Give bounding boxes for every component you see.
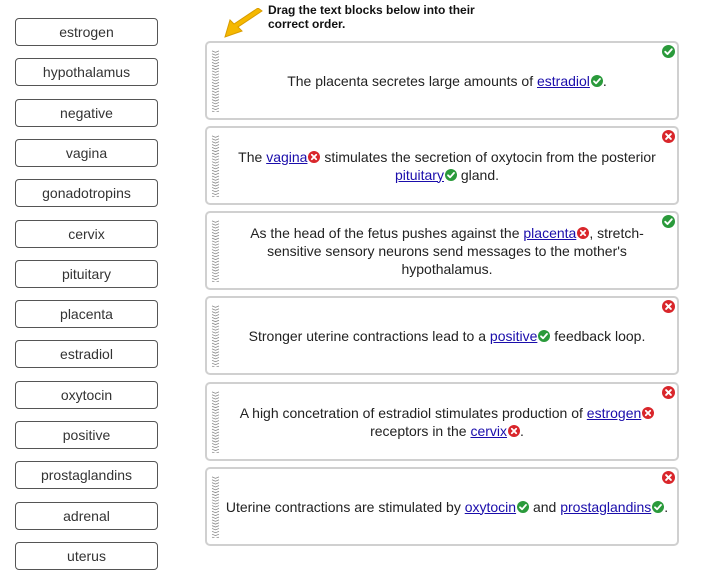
filled-blank[interactable]: estradiol — [537, 72, 590, 89]
filled-blank[interactable]: estrogen — [586, 404, 642, 421]
check-circle-icon — [652, 501, 664, 513]
word-bank-chip[interactable]: uterus — [15, 542, 158, 570]
sentence-card[interactable] — [205, 211, 679, 290]
x-circle-icon — [642, 407, 654, 419]
word-bank-chip[interactable]: positive — [15, 421, 158, 449]
drag-handle-icon[interactable] — [211, 134, 220, 197]
arrow-icon — [222, 8, 266, 40]
filled-blank[interactable]: pituitary — [394, 166, 444, 183]
sentence-card[interactable] — [205, 126, 679, 205]
word-bank-chip[interactable]: vagina — [15, 139, 158, 167]
sentence-text — [225, 43, 669, 118]
word-bank-chip[interactable]: oxytocin — [15, 381, 158, 409]
filled-blank[interactable]: prostaglandins — [560, 498, 652, 515]
sentence-card[interactable] — [205, 382, 679, 461]
sentence-card[interactable] — [205, 467, 679, 546]
word-bank-chip[interactable]: prostaglandins — [15, 461, 158, 489]
sentence-fragment: The — [238, 148, 267, 165]
check-circle-icon — [591, 75, 603, 87]
drag-handle-icon[interactable] — [211, 49, 220, 112]
word-bank-chip[interactable]: estradiol — [15, 340, 158, 368]
x-circle-icon — [308, 151, 320, 163]
x-circle-icon — [577, 227, 589, 239]
word-bank-chip[interactable]: estrogen — [15, 18, 158, 46]
sentence-fragment: and — [529, 498, 561, 515]
check-circle-icon — [538, 330, 550, 342]
sentence-fragment: . — [664, 498, 669, 515]
word-bank-chip[interactable]: negative — [15, 99, 158, 127]
instructions: Drag the text blocks below into their correct order. — [268, 3, 475, 31]
filled-blank[interactable]: positive — [489, 327, 538, 344]
drag-handle-icon[interactable] — [211, 475, 220, 538]
word-bank-chip[interactable]: gonadotropins — [15, 179, 158, 207]
sentence-text — [225, 298, 669, 373]
sentence-fragment: . — [602, 72, 607, 89]
sentence-card[interactable] — [205, 296, 679, 375]
word-bank-chip[interactable]: pituitary — [15, 260, 158, 288]
sentence-fragment: gland. — [456, 166, 500, 183]
filled-blank[interactable]: vagina — [266, 148, 308, 165]
sentence-fragment: The placenta secretes large amounts of — [287, 72, 537, 89]
drag-handle-icon[interactable] — [211, 390, 220, 453]
sentence-fragment: stimulates the secretion of oxytocin from the posterior — [320, 148, 656, 165]
sentence-card[interactable] — [205, 41, 679, 120]
check-circle-icon — [445, 169, 457, 181]
x-circle-icon — [508, 425, 520, 437]
word-bank-chip[interactable]: hypothalamus — [15, 58, 158, 86]
filled-blank[interactable]: placenta — [523, 224, 577, 241]
word-bank-chip[interactable]: cervix — [15, 220, 158, 248]
sentence-fragment: Uterine contractions are stimulated by — [225, 498, 465, 515]
filled-blank[interactable]: cervix — [470, 422, 508, 439]
sentence-fragment: As the head of the fetus pushes against the — [250, 224, 524, 241]
sentence-fragment: feedback loop. — [550, 327, 646, 344]
sentence-fragment: . — [520, 422, 524, 439]
sentence-fragment: Stronger uterine contractions lead to a — [248, 327, 490, 344]
sentence-fragment: A high concetration of estradiol stimulates production of — [239, 404, 587, 421]
sentence-text — [225, 213, 669, 288]
sentence-text — [225, 128, 669, 203]
sentence-fragment: receptors in the — [370, 422, 471, 439]
word-bank-chip[interactable]: adrenal — [15, 502, 158, 530]
drag-handle-icon[interactable] — [211, 304, 220, 367]
drag-handle-icon[interactable] — [211, 219, 220, 282]
sentence-text — [225, 469, 669, 544]
filled-blank[interactable]: oxytocin — [464, 498, 517, 515]
check-circle-icon — [517, 501, 529, 513]
sentence-text — [225, 384, 669, 459]
word-bank-chip[interactable]: placenta — [15, 300, 158, 328]
sentence-fragment: , stretch-sensitive sensory neurons send messages to the mother's hypothalamus. — [267, 224, 644, 277]
